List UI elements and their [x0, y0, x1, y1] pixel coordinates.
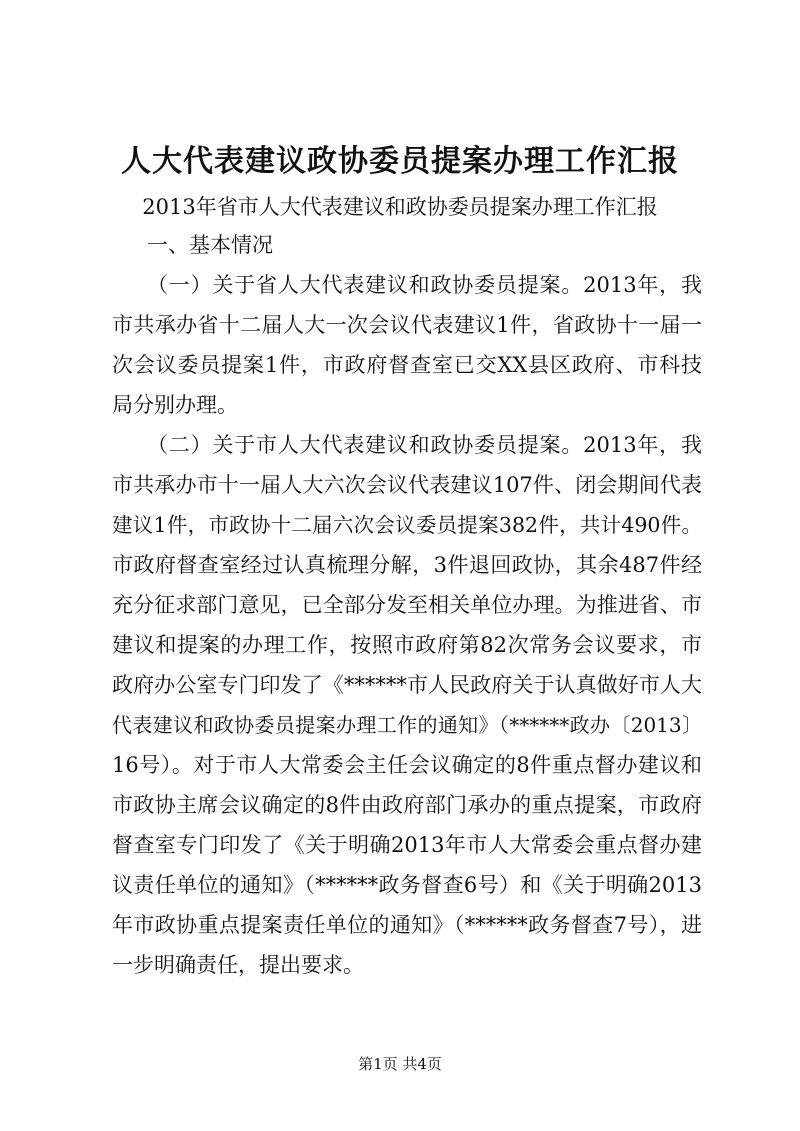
paragraph-line: 议责任单位的通知》（******政务督查6号）和《关于明确2013: [112, 873, 702, 897]
paragraph-line: （二）关于市人大代表建议和政协委员提案。2013年，我: [147, 433, 702, 457]
paragraph-line: 16号）。对于市人大常委会主任会议确定的8件重点督办建议和: [112, 753, 702, 777]
paragraph-line: 局分别办理。: [112, 393, 238, 417]
section-heading: 一、基本情况: [147, 233, 273, 257]
paragraph-line: 建议和提案的办理工作，按照市政府第82次常务会议要求，市: [112, 633, 702, 657]
paragraph-line: 市政协主席会议确定的8件由政府部门承办的重点提案，市政府: [112, 793, 702, 817]
paragraph-line: 充分征求部门意见，已全部分发至相关单位办理。为推进省、市: [112, 593, 702, 617]
paragraph-line: 一步明确责任，提出要求。: [112, 953, 364, 977]
paragraph-provincial-proposals: [112, 265, 702, 425]
paragraph-line: 市共承办市十一届人大六次会议代表建议107件、闭会期间代表: [112, 473, 702, 497]
paragraph-line: （一）关于省人大代表建议和政协委员提案。2013年，我: [147, 273, 702, 297]
paragraph-line: 年市政协重点提案责任单位的通知》（******政务督查7号），进: [112, 913, 702, 937]
paragraph-line: 次会议委员提案1件，市政府督查室已交XX县区政府、市科技: [112, 353, 702, 377]
paragraph-line: 建议1件，市政协十二届六次会议委员提案382件，共计490件。: [112, 513, 702, 537]
paragraph-line: 市政府督查室经过认真梳理分解，3件退回政协，其余487件经: [112, 553, 702, 577]
paragraph-line: 代表建议和政协委员提案办理工作的通知》（******政办〔2013〕: [112, 713, 702, 737]
document-title: 人大代表建议政协委员提案办理工作汇报: [121, 144, 679, 179]
paragraph-line: 市共承办省十二届人大一次会议代表建议1件，省政协十一届一: [112, 313, 702, 337]
paragraph-line: 政府办公室专门印发了《******市人民政府关于认真做好市人大: [112, 673, 702, 697]
paragraph-city-proposals: [112, 425, 702, 985]
document-subtitle: 2013年省市人大代表建议和政协委员提案办理工作汇报: [142, 195, 658, 219]
paragraph-line: 督查室专门印发了《关于明确2013年市人大常委会重点督办建: [112, 833, 702, 857]
page-footer: 第1页 共4页: [358, 1055, 442, 1073]
